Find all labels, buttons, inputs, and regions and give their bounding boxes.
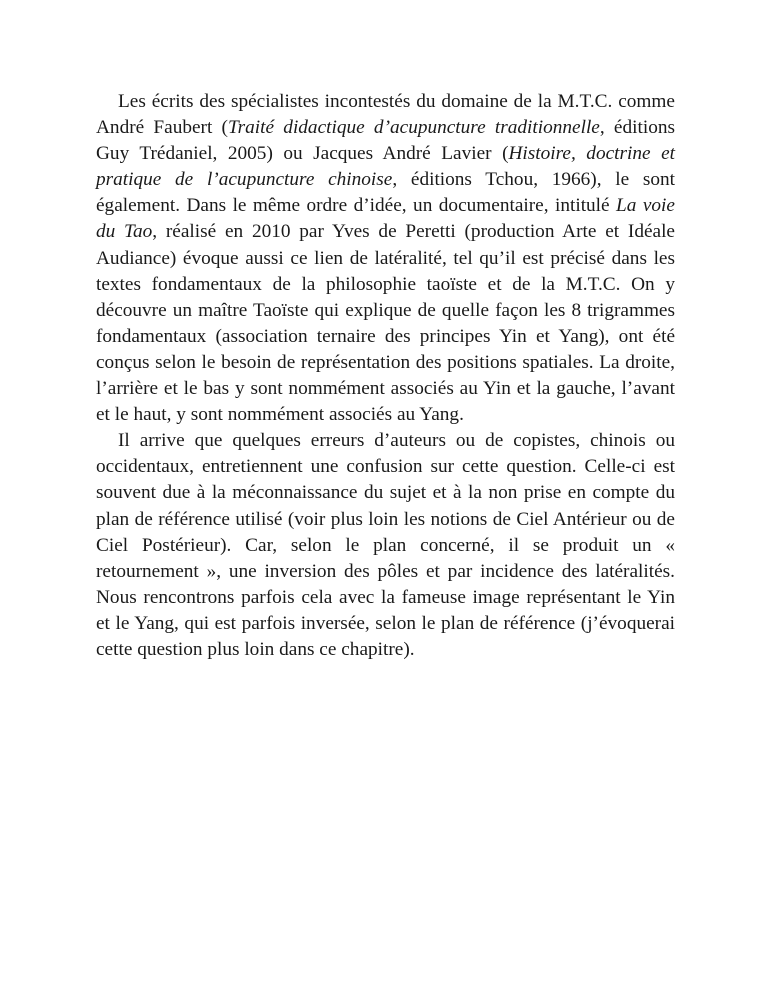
paragraph-2 — [96, 428, 675, 663]
paragraph-1 — [96, 89, 675, 428]
text-run: Il arrive que quelques erreurs d’auteurs ou de copistes, chinois ou occidentaux, entretiennent une confusion sur cette question. Celle-ci est souvent due à la méconnaissance du sujet et à la non prise en compte du plan de référence utilisé (voir plus loin les notions de Ciel Antérieur ou de Ciel Postérieur). Car, selon le plan concerné, il se produit un « retournement », une inversion des pôles et par incidence des latéralités. Nous rencontrons parfois cela avec la fameuse image représentant le Yin et le Yang, qui est parfois inversée, selon le plan de référence (j’évoquerai cette question plus loin dans ce chapitre). — [96, 430, 675, 660]
text-run: , réalisé en 2010 par Yves de Peretti (production Arte et Idéale Audiance) évoque aussi ce lien de latéralité, tel qu’il est précisé dans les textes fondamentaux de la philosophie taoïste et de la M.T.C. On y découvre un maître Taoïste qui explique de quelle façon les 8 trigrammes fondamentaux (association ternaire des principes Yin et Yang), ont été conçus selon le besoin de représentation des positions spatiales. La droite, l’arrière et le bas y sont nommément associés au Yin et la gauche, l’avant et le haut, y sont nommément associés au Yang. — [96, 221, 675, 426]
text-run: , éditions Tchou, 1966), le sont également. Dans le même ordre d’idée, un documentaire, intitulé — [96, 169, 676, 217]
text-run: Les écrits des spécialistes incontestés du domaine de la M.T.C. comme André Faubert ( — [96, 91, 675, 139]
book-title-traite: Traité didactique d’acupuncture traditionnelle — [227, 117, 600, 139]
book-title-histoire: Histoire, doctrine et pratique de l’acupuncture chinoise — [96, 143, 675, 191]
body-text — [96, 89, 675, 663]
documentary-title: La voie du Tao — [96, 195, 675, 243]
text-run: , éditions Guy Trédaniel, 2005) ou Jacques André Lavier ( — [96, 117, 675, 165]
